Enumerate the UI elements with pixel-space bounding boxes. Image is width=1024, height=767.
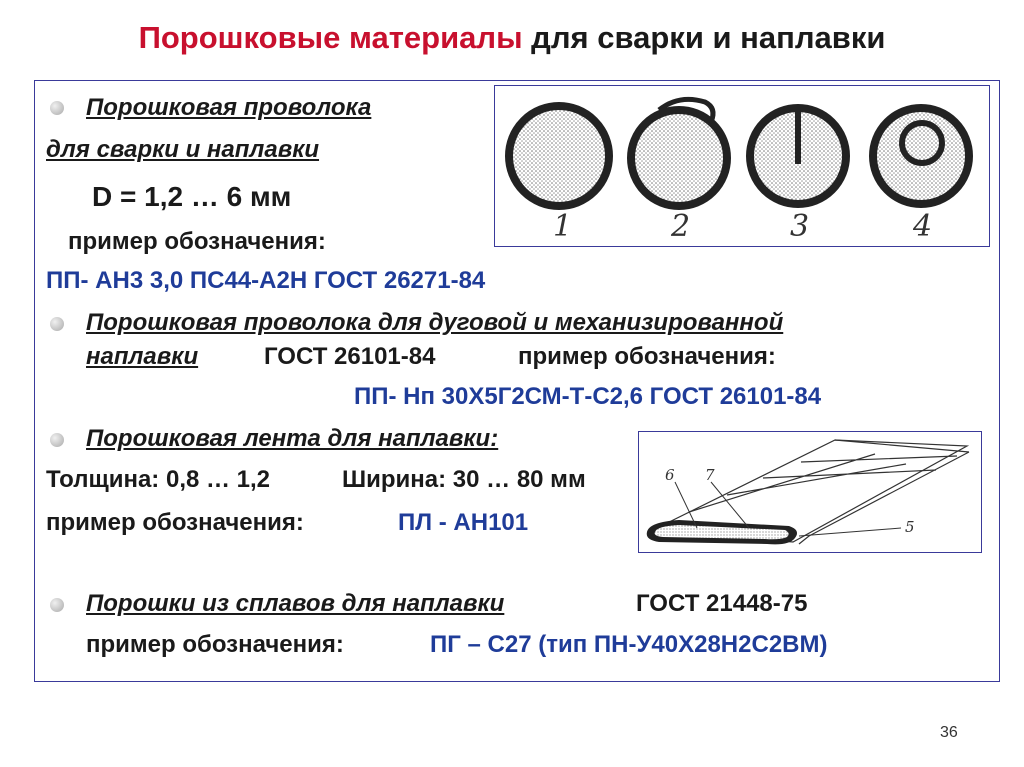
- figure-label-3: 3: [790, 209, 810, 244]
- wire-section-3: [750, 108, 846, 204]
- section3-example-value: ПЛ - АН101: [398, 509, 529, 536]
- section3-example-label: пример обозначения:: [46, 509, 304, 536]
- section2-example-label: пример обозначения:: [518, 343, 776, 370]
- slide-title-highlight: Порошковые материалы: [138, 20, 523, 55]
- tape-label-5: 5: [905, 518, 915, 536]
- page-number: 36: [940, 724, 958, 741]
- section4-example-label: пример обозначения:: [86, 631, 344, 658]
- section1-example-value: ПП- АН3 3,0 ПС44-А2Н ГОСТ 26271-84: [46, 267, 486, 294]
- tape-label-6: 6: [665, 466, 675, 484]
- tape-thickness: Толщина: 0,8 … 1,2: [46, 466, 271, 493]
- wire-section-4: [873, 108, 969, 204]
- section1-heading-line2: для сварки и наплавки: [46, 136, 320, 163]
- section2-heading-line1: Порошковая проволока для дуговой и механизированной: [86, 309, 784, 336]
- bullet-icon: [50, 317, 64, 331]
- section4-standard: ГОСТ 21448-75: [636, 590, 808, 617]
- slide-title: [0, 20, 1024, 56]
- tape-label-7: 7: [705, 466, 715, 484]
- section1-example-label: пример обозначения:: [68, 228, 326, 255]
- figure-label-1: 1: [553, 209, 573, 244]
- slide-title-rest: для сварки и наплавки: [522, 20, 886, 55]
- section4-heading: Порошки из сплавов для наплавки: [86, 590, 505, 617]
- figure-label-4: 4: [913, 209, 933, 244]
- flux-tape-figure: [638, 431, 982, 553]
- section2-standard: ГОСТ 26101-84: [264, 343, 436, 370]
- figure-label-2: 2: [671, 209, 691, 244]
- wire-cross-section-diagram: [495, 86, 988, 245]
- tape-width: Ширина: 30 … 80 мм: [342, 466, 586, 493]
- tape-end-section: [647, 520, 797, 544]
- section2-example-value: ПП- Нп 30Х5Г2СМ-Т-С2,6 ГОСТ 26101-84: [354, 383, 822, 410]
- flux-tape-diagram: [639, 432, 980, 551]
- section3-heading: Порошковая лента для наплавки:: [86, 425, 499, 452]
- bullet-icon: [50, 433, 64, 447]
- section4-example-value: ПГ – С27 (тип ПН-У40Х28Н2С2ВМ): [430, 631, 828, 658]
- bullet-icon: [50, 598, 64, 612]
- section2-heading-line2: наплавки: [86, 343, 199, 370]
- wire-cross-section-figure: [494, 85, 990, 247]
- section1-heading-line1: Порошковая проволока: [86, 94, 372, 121]
- wire-section-1: [509, 106, 609, 206]
- wire-section-2: [631, 99, 727, 206]
- bullet-icon: [50, 101, 64, 115]
- wire-diameter: D = 1,2 … 6 мм: [92, 181, 292, 212]
